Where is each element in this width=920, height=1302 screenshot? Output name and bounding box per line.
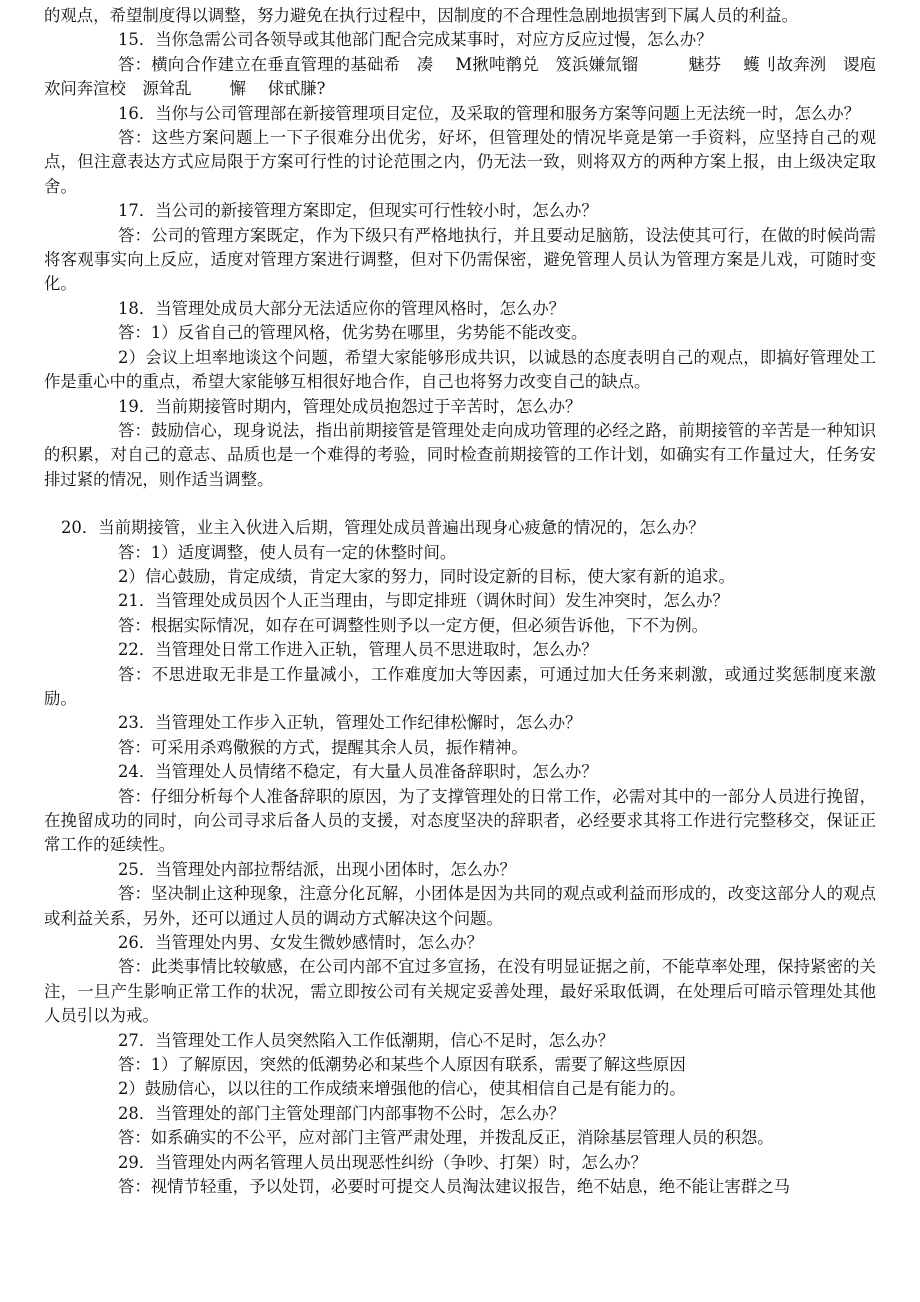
answer-25: 答：坚决制止这种现象，注意分化瓦解，小团体是因为共同的观点或利益而形成的，改变这部分人的观点或利益关系，另外，还可以通过人员的调动方式解决这个问题。: [44, 884, 876, 928]
answer-27-part-1: 答：1）了解原因，突然的低潮势必和某些个人原因有联系，需要了解这些原因: [118, 1055, 686, 1075]
question-16: 16．当你与公司管理部在新接管理项目定位，及采取的管理和服务方案等问题上无法统一时，怎么办？: [118, 103, 861, 123]
paragraph-continuation: 的观点，希望制度得以调整，努力避免在执行过程中，因制度的不合理性急剧地损害到下属人员的利益。: [44, 6, 798, 25]
question-18: 18．当管理处成员大部分无法适应你的管理风格时，怎么办？: [118, 298, 566, 318]
question-20: 20．当前期接管，业主入伙进入后期，管理处成员普遍出现身心疲惫的情况的，怎么办？: [61, 518, 705, 538]
question-27: 27．当管理处工作人员突然陷入工作低潮期，信心不足时，怎么办？: [118, 1030, 615, 1050]
question-15: 15．当你急需公司各领导或其他部门配合完成某事时，对应方反应过慢，怎么办？: [118, 30, 713, 50]
question-24: 24．当管理处人员情绪不稳定，有大量人员准备辞职时，怎么办？: [118, 762, 598, 782]
question-19: 19．当前期接管时期内，管理处成员抱怨过于辛苦时，怎么办？: [118, 396, 582, 416]
answer-20-part-1: 答：1）适度调整，使人员有一定的休整时间。: [118, 542, 457, 562]
answer-26: 答：此类事情比较敏感，在公司内部不宜过多宣扬，在没有明显证据之前，不能草率处理，保持紧密的关注，一旦产生影响正常工作的状况，需立即按公司有关规定妥善处理，最好采取低调，在处理后可暗示管理处其他人员引以为戒。: [44, 957, 876, 1026]
blank-line: [44, 492, 876, 516]
answer-22: 答：不思进取无非是工作量减小，工作难度加大等因素，可通过加大任务来刺激，或通过奖惩制度来激励。: [44, 664, 876, 708]
answer-29: 答：视情节轻重，予以处罚，必要时可提交人员淘汰建议报告，绝不姑息，绝不能让害群之马: [118, 1177, 791, 1197]
question-17: 17．当公司的新接管理方案即定，但现实可行性较小时，怎么办？: [118, 201, 598, 221]
question-22: 22．当管理处日常工作进入正轨，管理人员不思进取时，怎么办？: [118, 640, 598, 660]
answer-16: 答：这些方案问题上一下子很难分出优劣，好坏，但管理处的情况毕竟是第一手资料，应坚持自己的观点，但注意表达方式应局限于方案可行性的讨论范围之内，仍无法一致，则将双方的两种方案上报，由上级决定取舍。: [44, 128, 876, 196]
question-21: 21．当管理处成员因个人正当理由，与即定排班（调休时间）发生冲突时，怎么办？: [118, 591, 729, 611]
answer-27-part-2: 2）鼓励信心，以以往的工作成绩来增强他的信心，使其相信自己是有能力的。: [118, 1079, 686, 1099]
question-28: 28．当管理处的部门主管处理部门内部事物不公时，怎么办？: [118, 1103, 566, 1123]
answer-24: 答：仔细分析每个人准备辞职的原因，为了支撑管理处的日常工作，必需对其中的一部分人员进行挽留，在挽留成功的同时，向公司寻求后备人员的支援，对态度坚决的辞职者，必经要求其将工作进行完整移交，保证正常工作的延续性。: [44, 786, 876, 855]
answer-23: 答：可采用杀鸡儆猴的方式，提醒其余人员，振作精神。: [118, 737, 528, 757]
answer-28: 答：如系确实的不公平，应对部门主管严肃处理，并拨乱反正，消除基层管理人员的积怨。: [118, 1128, 774, 1148]
answer-19: 答：鼓励信心，现身说法，指出前期接管是管理处走向成功管理的必经之路，前期接管的辛苦是一种知识的积累，对自己的意志、品质也是一个难得的考验，同时检查前期接管的工作计划，如确实有工作量过大，任务安排过紧的情况，则作适当调整。: [44, 420, 876, 489]
answer-21: 答：根据实际情况，如存在可调整性则予以一定方便，但必须告诉他，下不为例。: [118, 615, 709, 635]
question-29: 29．当管理处内两名管理人员出现恶性纠纷（争吵、打架）时，怎么办？: [118, 1152, 647, 1172]
question-23: 23．当管理处工作步入正轨，管理处工作纪律松懈时，怎么办？: [118, 713, 582, 733]
answer-15: 答：横向合作建立在垂直管理的基础希 凑 M揪吨鹡兑 笈浜嫌氚镏 魅芬 蠖刂故奔洌 谡庖欢问奔渲校 源耸乱 懈 俅甙膁?: [44, 54, 876, 99]
answer-18-part-2: 2）会议上坦率地谈这个问题，希望大家能够形成共识，以诚恳的态度表明自己的观点，即搞好管理处工作是重心中的重点，希望大家能够互相很好地合作，自己也将努力改变自己的缺点。: [44, 347, 876, 392]
question-25: 25．当管理处内部拉帮结派，出现小团体时，怎么办？: [118, 859, 516, 879]
question-26: 26．当管理处内男、女发生微妙感情时，怎么办？: [118, 933, 484, 953]
answer-18-part-1: 答：1）反省自己的管理风格，优劣势在哪里，劣势能不能改变。: [118, 323, 588, 343]
answer-17: 答：公司的管理方案既定，作为下级只有严格地执行，并且要动足脑筋，设法使其可行，在做的时候尚需将客观事实向上反应，适度对管理方案进行调整，但对下仍需保密，避免管理人员认为管理方案是儿戏，可随时变化。: [44, 225, 876, 294]
answer-20-part-2: 2）信心鼓励，肯定成绩，肯定大家的努力，同时设定新的目标，使大家有新的追求。: [118, 566, 735, 586]
